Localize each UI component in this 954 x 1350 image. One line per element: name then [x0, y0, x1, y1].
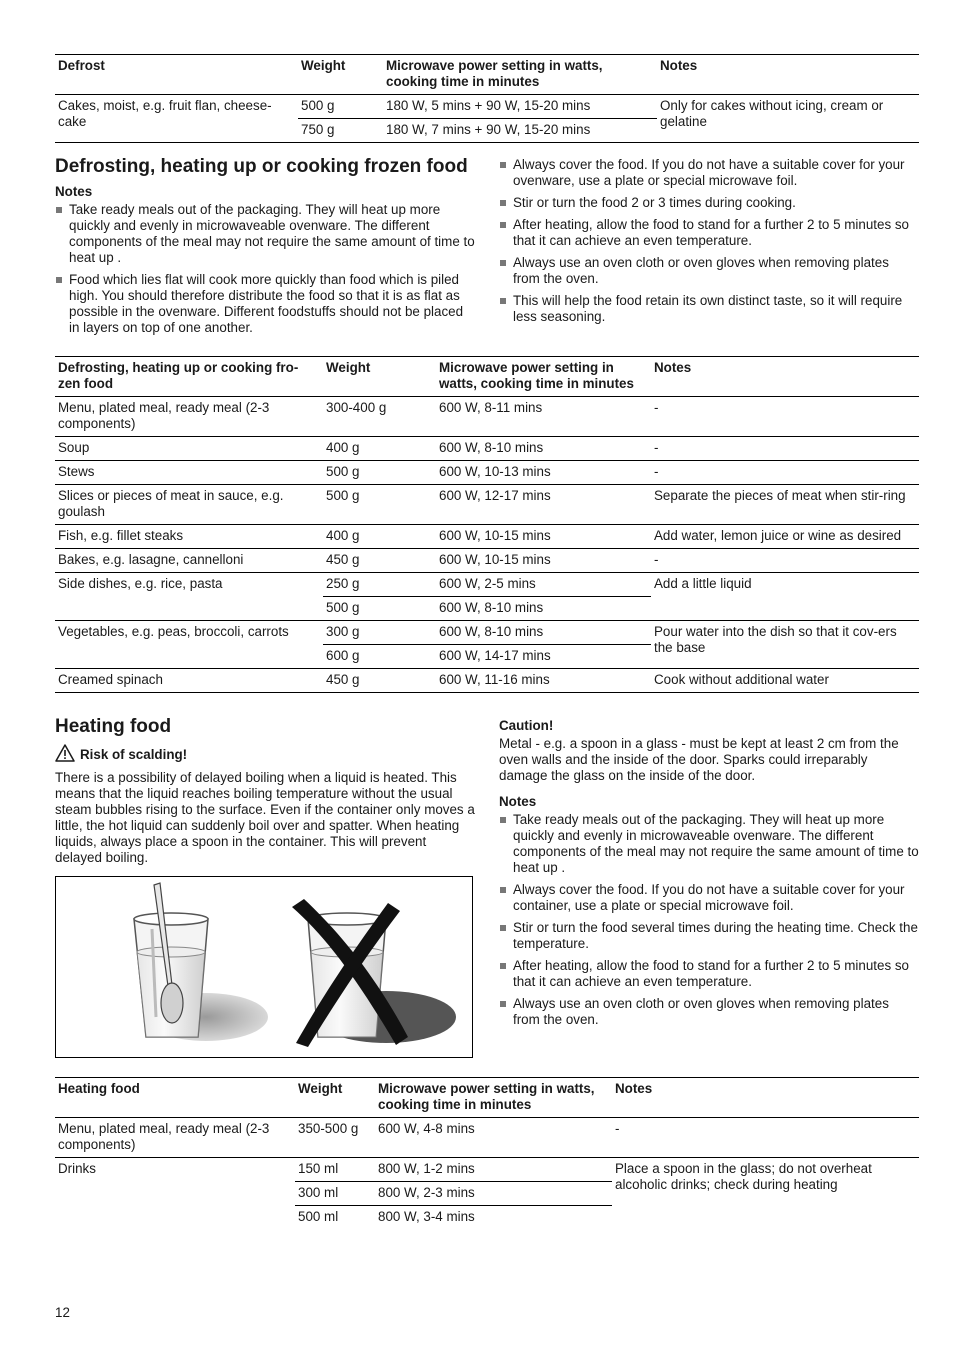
- table-cell-setting: 180 W, 7 mins + 90 W, 15-20 mins: [383, 119, 657, 143]
- table-cell-setting: 600 W, 8-10 mins: [436, 437, 651, 461]
- table-row: [55, 549, 919, 573]
- table-header: Heating food: [55, 1078, 295, 1118]
- table-cell-notes: Pour water into the dish so that it cov-ers the base: [651, 621, 919, 669]
- table-cell-setting: 600 W, 10-15 mins: [436, 549, 651, 573]
- table-cell-setting: 600 W, 2-5 mins: [436, 573, 651, 597]
- glass-illustration: [56, 877, 472, 1057]
- table-cell-notes: -: [651, 437, 919, 461]
- notes-heading: Notes: [499, 794, 537, 809]
- table-header: Microwave power setting in watts, cooking time in minutes: [375, 1078, 612, 1118]
- table-cell-food: Bakes, e.g. lasagne, cannelloni: [55, 549, 323, 573]
- section-title: Defrosting, heating up or cooking frozen food: [55, 156, 468, 177]
- table-cell-food: Slices or pieces of meat in sauce, e.g. goulash: [55, 485, 323, 525]
- table-cell-food: Vegetables, e.g. peas, broccoli, carrots: [55, 621, 323, 669]
- list-item: Stir or turn the food several times during the heating time. Check the temperature.: [499, 920, 919, 952]
- table-header: Notes: [651, 357, 919, 397]
- table-cell-setting: 800 W, 2-3 mins: [375, 1182, 612, 1206]
- heating-food-table: [55, 1077, 919, 1229]
- table-header: Defrosting, heating up or cooking fro-zen food: [55, 357, 323, 397]
- table-cell-weight: 150 ml: [295, 1158, 375, 1182]
- table-cell-setting: 800 W, 1-2 mins: [375, 1158, 612, 1182]
- table-cell-food: Side dishes, e.g. rice, pasta: [55, 573, 323, 621]
- table-cell-notes: -: [651, 397, 919, 437]
- table-cell-notes: Separate the pieces of meat when stir-ring: [651, 485, 919, 525]
- table-cell-notes: Place a spoon in the glass; do not overheat alcoholic drinks; check during heating: [615, 1161, 872, 1192]
- section-heating-food-left: [55, 716, 475, 866]
- table-row: [55, 621, 919, 645]
- notes-list: [55, 202, 475, 336]
- table-cell-weight: 300 g: [323, 621, 436, 645]
- table-cell-notes: Cook without additional water: [651, 669, 919, 693]
- table-cell-food: Menu, plated meal, ready meal (2-3 components): [55, 1118, 295, 1158]
- table-cell-weight: 500 g: [323, 461, 436, 485]
- table-cell-setting: 800 W, 3-4 mins: [378, 1209, 475, 1224]
- table-header: Defrost: [55, 55, 298, 95]
- table-row: [55, 669, 919, 693]
- table-row: [55, 525, 919, 549]
- table-row: [55, 397, 919, 437]
- table-cell-notes: -: [651, 461, 919, 485]
- table-cell-weight: 500 g: [323, 485, 436, 525]
- table-cell-notes: Add water, lemon juice or wine as desired: [651, 525, 919, 549]
- table-cell-weight: 350-500 g: [295, 1118, 375, 1158]
- table-cell-setting: 600 W, 10-15 mins: [436, 525, 651, 549]
- table-cell-weight: 300-400 g: [323, 397, 436, 437]
- list-item: Always cover the food. If you do not have a suitable cover for your ovenware, use a plate or special microwave foil.: [499, 157, 919, 189]
- table-cell-weight: 400 g: [323, 525, 436, 549]
- section-frozen-food-right: [499, 157, 919, 331]
- warning-heading: [55, 744, 475, 766]
- table-header: Microwave power setting in watts, cooking time in minutes: [436, 357, 651, 397]
- table-cell-food: Drinks: [58, 1161, 96, 1176]
- list-item: Take ready meals out of the packaging. They will heat up more quickly and evenly in microwaveable ovenware. The different components of the meal may not require the same amount of time to heat up .: [499, 812, 919, 876]
- table-row: [55, 1158, 919, 1182]
- table-header: Notes: [657, 55, 919, 95]
- delayed-boiling-illustration: [55, 876, 473, 1058]
- table-row: [55, 573, 919, 597]
- section-title: Heating food: [55, 716, 172, 737]
- table-row: [55, 1118, 919, 1158]
- table-cell-notes: -: [612, 1118, 919, 1158]
- caution-text: Metal - e.g. a spoon in a glass - must be kept at least 2 cm from the oven walls and the inside of the door. Sparks could irreparably damage the glass on the inside of the door.: [499, 736, 899, 783]
- table-cell-weight: 600 g: [323, 645, 436, 669]
- table-cell-setting: 600 W, 12-17 mins: [436, 485, 651, 525]
- table-cell-food: Menu, plated meal, ready meal (2-3 components): [55, 397, 323, 437]
- table-cell-weight: 250 g: [323, 573, 436, 597]
- list-item: Always use an oven cloth or oven gloves when removing plates from the oven.: [499, 255, 919, 287]
- table-row: [55, 461, 919, 485]
- warning-text: There is a possibility of delayed boiling when a liquid is heated. This means that the liquid reaches boiling temperature without the usual steam bubbles rising to the surface. Even if the container only moves a little, the hot liquid can suddenly boil over and spatter. When heating liquids, always place a spoon in the container. This will prevent delayed boiling.: [55, 770, 475, 865]
- table-cell-setting: 180 W, 5 mins + 90 W, 15-20 mins: [383, 95, 657, 119]
- table-cell-notes: Add a little liquid: [651, 573, 919, 621]
- table-header: Weight: [298, 55, 383, 95]
- table-cell-setting: 600 W, 8-10 mins: [436, 621, 651, 645]
- table-cell-setting: 600 W, 8-10 mins: [436, 597, 651, 621]
- table-header: Weight: [323, 357, 436, 397]
- list-item: Always use an oven cloth or oven gloves when removing plates from the oven.: [499, 996, 919, 1028]
- table-cell-food: Stews: [55, 461, 323, 485]
- defrost-table: [55, 54, 919, 143]
- table-row: [55, 485, 919, 525]
- table-row: [55, 95, 919, 119]
- table-cell-weight: 500 ml: [298, 1209, 339, 1224]
- table-cell-weight: 500 g: [298, 95, 383, 119]
- list-item: This will help the food retain its own distinct taste, so it will require less seasoning.: [499, 293, 919, 325]
- table-cell-food: Cakes, moist, e.g. fruit flan, cheese-cake: [55, 95, 298, 143]
- table-cell-setting: 600 W, 11-16 mins: [436, 669, 651, 693]
- list-item: Food which lies flat will cook more quickly than food which is piled high. You should therefore distribute the food so that it is as flat as possible in the ovenware. Different foodstuffs should not be placed in layers on top of one another.: [55, 272, 475, 336]
- warning-triangle-icon: [55, 744, 75, 766]
- table-cell-setting: 600 W, 4-8 mins: [375, 1118, 612, 1158]
- caution-heading: Caution!: [499, 718, 554, 733]
- frozen-food-table: [55, 356, 919, 693]
- notes-heading: Notes: [55, 184, 93, 199]
- page-number: 12: [55, 1305, 70, 1320]
- section-heating-food-right: [499, 718, 919, 1034]
- table-cell-food: Creamed spinach: [55, 669, 323, 693]
- list-item: Stir or turn the food 2 or 3 times during cooking.: [499, 195, 919, 211]
- table-row: [55, 437, 919, 461]
- list-item: After heating, allow the food to stand for a further 2 to 5 minutes so that it can achieve an even temperature.: [499, 217, 919, 249]
- table-header: Weight: [295, 1078, 375, 1118]
- table-header: Notes: [612, 1078, 919, 1118]
- table-cell-weight: 400 g: [323, 437, 436, 461]
- table-cell-weight: 750 g: [298, 119, 383, 143]
- warning-label: Risk of scalding!: [80, 747, 188, 762]
- table-cell-setting: 600 W, 10-13 mins: [436, 461, 651, 485]
- table-cell-setting: 600 W, 8-11 mins: [436, 397, 651, 437]
- table-cell-food: Soup: [55, 437, 323, 461]
- table-cell-weight: 300 ml: [295, 1182, 375, 1206]
- table-header: Microwave power setting in watts, cooking time in minutes: [383, 55, 657, 95]
- table-cell-notes: Only for cakes without icing, cream or gelatine: [657, 95, 919, 143]
- table-cell-weight: 500 g: [323, 597, 436, 621]
- list-item: Always cover the food. If you do not have a suitable cover for your container, use a plate or special microwave foil.: [499, 882, 919, 914]
- table-cell-notes: -: [651, 549, 919, 573]
- table-cell-setting: 600 W, 14-17 mins: [436, 645, 651, 669]
- list-item: Take ready meals out of the packaging. They will heat up more quickly and evenly in microwaveable ovenware. The different components of the meal may not require the same amount of time to heat up .: [55, 202, 475, 266]
- table-cell-weight: 450 g: [323, 669, 436, 693]
- section-frozen-food-left: [55, 156, 475, 342]
- notes-list: [499, 157, 919, 325]
- notes-list: [499, 812, 919, 1028]
- table-cell-weight: 450 g: [323, 549, 436, 573]
- table-cell-food: Fish, e.g. fillet steaks: [55, 525, 323, 549]
- list-item: After heating, allow the food to stand for a further 2 to 5 minutes so that it can achieve an even temperature.: [499, 958, 919, 990]
